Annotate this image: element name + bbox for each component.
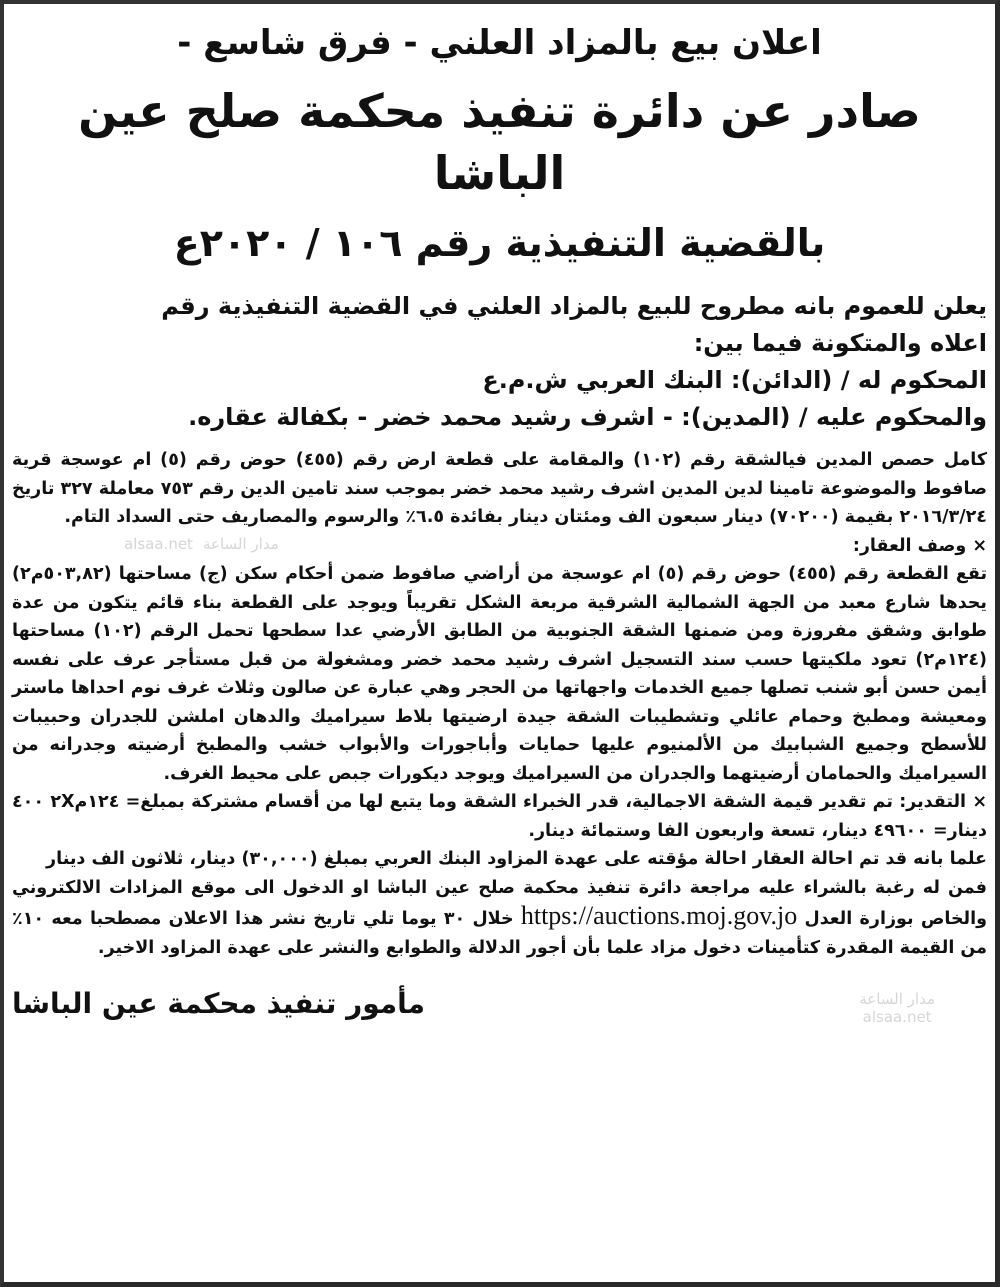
watermark-arabic: مدار الساعة bbox=[202, 534, 279, 553]
instructions-text: فمن له رغبة بالشراء عليه مراجعة دائرة تنفيذ محكمة صلح عين الباشا او الدخول الى موقع المزادات الالكتروني والخاص بوزارة العدل bbox=[12, 877, 988, 929]
property-share-paragraph: كامل حصص المدين فيالشقة رقم (١٠٢) والمقامة على قطعة ارض رقم (٤٥٥) حوض رقم (٥) ام عوسجة قرية صافوط والموضوعة تامينا لدين المدين اشرف رشيد محمد خضر بموجب سند تامين الدين رقم ٧٥٣ معاملة ٣٢٧ تاريخ ٢٠١٦/٣/٢٤ بقيمة (٧٠٢٠٠) دينار سبعون الف ومئتان دينار بفائدة ٦.٥٪ والرسوم والمصاريف حتى السداد التام. bbox=[12, 450, 988, 527]
debtor-line: والمحكوم عليه / (المدين): - اشرف رشيد محمد خضر - بكفالة عقاره. bbox=[188, 403, 987, 431]
intro-block bbox=[12, 288, 987, 436]
watermark-latin: alsaa.net bbox=[862, 1008, 932, 1026]
notice-title: اعلان بيع بالمزاد العلني - فرق شاسع - bbox=[177, 23, 822, 63]
watermark-latin: alsaa.net bbox=[124, 534, 193, 553]
intro-line: يعلن للعموم بانه مطروح للبيع بالمزاد العلني في القضية التنفيذية رقم bbox=[161, 292, 987, 320]
creditor-line: المحكوم له / (الدائن): البنك العربي ش.م.ع bbox=[482, 366, 987, 394]
auctions-url-link[interactable]: https://auctions.moj.gov.jo bbox=[520, 901, 798, 930]
property-description-paragraph: تقع القطعة رقم (٤٥٥) حوض رقم (٥) ام عوسجة من أراضي صافوط ضمن أحكام سكن (ج) مساحتها (٥٠٣,٨٢م٢) يحدها شارع معبد من الجهة الشمالية الشرقية مربعة الشكل تقريباً ويوجد على القطعة بناء قائم يتكون من عدة طوابق وشقق مفروزة ومن ضمنها الشقة الجنوبية من الطابق الأرضي عدا سطحها تحمل الرقم (١٠٢) مساحتها (١٢٤م٢) تعود ملكيتها حسب سند التسجيل اشرف رشيد محمد خضر ومشغولة من قبل مستأجر عرف على نفسه أيمن حسن أبو شنب تصلها جميع الخدمات واجهاتها من الحجر وهي عبارة عن صالون وثلاث غرف نوم احداها ماستر ومعيشة ومطبخ وحمام عائلي وتشطيبات الشقة جيدة ارضيتها بلاط سيراميك والدهان املشن للجدران وحبيبات للأسطح وجميع الشبابيك من الألمنيوم عليها حمايات وأباجورات والأبواب خشب والمطبخ أرضيته وجدرانه من السيراميك والحمامان أرضيتهما والجدران من السيراميك ويوجد ديكورات جبص على محيط الغرف. bbox=[12, 564, 988, 784]
intro-line: اعلاه والمتكونة فيما بين: bbox=[693, 329, 987, 357]
notice-body bbox=[12, 446, 987, 962]
auction-notice bbox=[4, 4, 995, 1042]
case-number-heading: بالقضية التنفيذية رقم ١٠٦ / ٢٠٢٠ع bbox=[173, 221, 826, 265]
issuer-heading: صادر عن دائرة تنفيذ محكمة صلح عين الباشا bbox=[78, 84, 921, 200]
temporary-award-paragraph: علما بانه قد تم احالة العقار احالة مؤقته على عهدة المزاود البنك العربي بمبلغ (٣٠,٠٠٠) دينار، ثلاثون الف دينار bbox=[46, 849, 987, 869]
watermark-arabic: مدار الساعة bbox=[859, 990, 935, 1008]
bidding-instructions-paragraph bbox=[12, 874, 987, 963]
valuation-paragraph: × التقدير: تم تقدير قيمة الشقة الاجمالية، قدر الخبراء الشقة وما يتبع لها من أقسام مشتركة بمبلغ= ١٢٤م٢X ٤٠٠ دينار= ٤٩٦٠٠ دينار، تسعة واربعون الفا وستمائة دينار. bbox=[12, 792, 987, 841]
signature: مأمور تنفيذ محكمة عين الباشا bbox=[12, 987, 425, 1020]
property-description-heading: × وصف العقار: bbox=[852, 535, 987, 556]
instructions-text: خلال ٣٠ يوما تلي تاريخ نشر هذا الاعلان مصطحبا معه ١٠٪ من القيمة المقدرة كتأمينات دخول مزاد علما بأن أجور الدلالة والطوابع والنشر على عهدة المزاود الاخير. bbox=[12, 909, 987, 958]
